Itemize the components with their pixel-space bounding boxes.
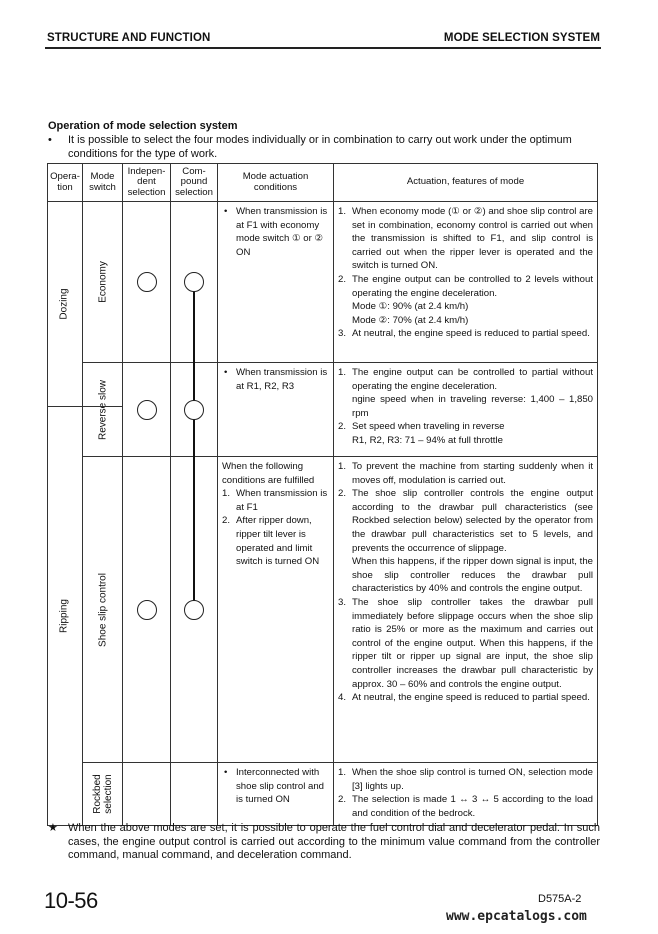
actuation-cell [334, 202, 598, 363]
header-text-compound: Com- pound selection [175, 165, 213, 198]
intro-paragraph [48, 134, 604, 161]
header-text-actuation: Actuation, features of mode [406, 176, 525, 188]
condition-text: When transmission is at F1 with economy mode switch ① or ② ON [236, 206, 328, 258]
mode-table [47, 163, 598, 826]
actuation-text: The engine output can be controlled to partial without operating the engine deceleration. [352, 367, 593, 392]
actuation-text: The engine output can be controlled to 2 levels without operating the engine deceleration. [352, 273, 593, 299]
actuation-item [338, 487, 593, 555]
condition-item [222, 205, 329, 259]
actuation-text: When economy mode (① or ②) and shoe slip control are set in combination, economy control is carried out when the transmission is shifted to F1, and slip control is carried out when the ripper lever is operated and the switch is turned ON. [352, 206, 593, 272]
conditions-cell [218, 202, 334, 363]
actuation-text: Mode ②: 70% (at 2.4 km/h) [352, 314, 469, 326]
actuation-text: The shoe slip controller controls the engine output according to the drawbar pull characteristics (see Rockbed selection below) selected by the operator from the drawbar pull characteristics set to 5 levels, and prevents the occurrence of slippage. [352, 488, 593, 554]
actuation-number [338, 434, 352, 448]
condition-text: When transmission is at F1 [236, 488, 328, 513]
condition-marker: • [224, 767, 228, 778]
actuation-text: Mode ①: 90% (at 2.4 km/h) [352, 301, 469, 313]
actuation-number: 2. [338, 421, 347, 433]
col-header-conditions [218, 164, 334, 202]
operation-divider [47, 406, 122, 407]
mode-row-economy [48, 202, 598, 363]
condition-item [222, 766, 329, 807]
header-text-independent: Indepen- dent selection [127, 165, 166, 198]
mode-row-shoe-slip-control [48, 457, 598, 763]
page-number: 10-56 [44, 888, 98, 913]
actuation-text: The shoe slip controller takes the drawbar pull immediately before slippage occurs when the shoe slip ratio is 25% or more as the maximum and carries out control of the engine output. When this happens, if the ripper tilt or ripper up signal are input, the shoe slip controller increases the drawbar pull characteristic by approx. 30 – 60% and controls the engine output. [352, 596, 593, 690]
independent-selection-circle-icon [137, 272, 157, 292]
condition-item [222, 514, 329, 568]
actuation-item [338, 273, 593, 300]
condition-text: Interconnected with shoe slip control and is turned ON [236, 767, 324, 806]
col-header-compound [171, 164, 218, 202]
mode-name: Rockbed selection [91, 774, 114, 814]
mode-switch-cell [83, 457, 123, 763]
actuation-item [338, 300, 593, 314]
operation-ripping-label: Ripping [58, 599, 70, 633]
actuation-number: 1. [338, 767, 347, 778]
mode-name: Reverse slow [97, 379, 108, 440]
actuation-number: 4. [338, 692, 347, 704]
header-chapter-title: MODE SELECTION SYSTEM [443, 32, 600, 44]
actuation-text: To prevent the machine from starting suddenly when it moves off, modulation is carried out. [352, 461, 593, 486]
actuation-item [338, 366, 593, 393]
independent-selection-circle-icon [137, 600, 157, 620]
actuation-number [338, 300, 352, 314]
condition-marker: • [224, 367, 228, 378]
conditions-cell [218, 763, 334, 826]
independent-selection-circle-icon [137, 400, 157, 420]
independent-selection-cell [123, 457, 171, 763]
conditions-intro: When the following conditions are fulfilled [222, 461, 315, 486]
actuation-number [338, 555, 352, 596]
actuation-number: 3. [338, 328, 347, 340]
star-icon: ★ [48, 822, 58, 834]
actuation-item [338, 555, 593, 596]
section-title: Operation of mode selection system [48, 120, 238, 132]
model-number: D575A-2 [538, 893, 582, 905]
compound-connector-line [193, 282, 195, 610]
actuation-number: 1. [338, 206, 347, 217]
mode-switch-cell [83, 763, 123, 826]
mode-row-reverse-slow [48, 363, 598, 457]
actuation-text: The selection is made 1 ↔ 3 ↔ 5 according to the load and condition of the bedrock. [352, 794, 593, 819]
actuation-number: 1. [338, 461, 347, 472]
actuation-item [338, 393, 593, 420]
condition-item [222, 366, 329, 393]
conditions-cell [218, 363, 334, 457]
actuation-number: 1. [338, 367, 347, 378]
compound-selection-cell [171, 763, 218, 826]
col-header-actuation [334, 164, 598, 202]
condition-marker: 2. [222, 515, 231, 527]
condition-item [222, 487, 329, 514]
footnote-text: When the above modes are set, it is possible to operate the fuel control dial and decelerator pedal. In such cases, the engine output control is carried out according to the minimum value command from the controller command, manual command, and deceleration command. [68, 822, 600, 862]
actuation-item [338, 596, 593, 691]
actuation-text: R1, R2, R3: 71 – 94% at full throttle [352, 434, 503, 446]
condition-marker: • [224, 206, 228, 217]
operation-dozing-label: Dozing [58, 288, 70, 320]
actuation-cell [334, 457, 598, 763]
footnote [48, 822, 600, 863]
actuation-text: Set speed when traveling in reverse [352, 421, 505, 433]
actuation-number: 2. [338, 794, 347, 806]
independent-selection-cell [123, 202, 171, 363]
actuation-text: At neutral, the engine speed is reduced to partial speed. [352, 692, 590, 704]
intro-bullet: • [48, 134, 52, 146]
actuation-item [338, 314, 593, 328]
actuation-item [338, 766, 593, 793]
header-section-title: STRUCTURE AND FUNCTION [47, 32, 211, 44]
conditions-cell [218, 457, 334, 763]
col-header-independent [123, 164, 171, 202]
header-text-conditions: Mode actuation conditions [242, 171, 309, 193]
compound-selection-circle-icon [184, 272, 204, 292]
actuation-text: At neutral, the engine speed is reduced to partial speed. [352, 328, 590, 340]
col-header-mode-switch [83, 164, 123, 202]
actuation-item [338, 460, 593, 487]
compound-selection-circle-icon [184, 400, 204, 420]
mode-switch-cell [83, 202, 123, 363]
actuation-number: 2. [338, 273, 347, 285]
actuation-number [338, 314, 352, 328]
col-header-operation [48, 164, 83, 202]
intro-text: It is possible to select the four modes individually or in combination to carry out work under the optimum conditions for the type of work. [68, 134, 572, 160]
actuation-text: ngine speed when in traveling reverse: 1,400 – 1,850 rpm [352, 394, 593, 419]
actuation-number: 3. [338, 596, 347, 608]
actuation-item [338, 691, 593, 705]
header-text-operation: Opera- tion [50, 171, 80, 193]
header-rule [45, 47, 601, 49]
actuation-item [338, 205, 593, 273]
actuation-number [338, 393, 352, 420]
mode-switch-cell [83, 363, 123, 457]
compound-selection-circle-icon [184, 600, 204, 620]
condition-marker: 1. [222, 488, 231, 500]
actuation-item [338, 420, 593, 434]
watermark: www.epcatalogs.com [446, 909, 587, 924]
mode-name: Economy [97, 261, 108, 303]
header-text-mode-switch: Mode switch [89, 171, 116, 193]
mode-row-rockbed-selection [48, 763, 598, 826]
independent-selection-cell [123, 363, 171, 457]
actuation-item [338, 327, 593, 341]
actuation-cell [334, 763, 598, 826]
condition-text: When transmission is at R1, R2, R3 [236, 367, 328, 392]
actuation-cell [334, 363, 598, 457]
actuation-item [338, 793, 593, 820]
actuation-text: When this happens, if the ripper down signal is input, the shoe slip controller reduces the drawbar pull characteristics by 40% and controls the engine output. [352, 556, 593, 595]
actuation-number: 2. [338, 488, 347, 500]
independent-selection-cell [123, 763, 171, 826]
actuation-text: When the shoe slip control is turned ON, selection mode [3] lights up. [352, 767, 593, 792]
actuation-item [338, 434, 593, 448]
condition-text: After ripper down, ripper tilt lever is operated and limit switch is turned ON [236, 515, 320, 568]
mode-name: Shoe slip control [97, 572, 108, 647]
